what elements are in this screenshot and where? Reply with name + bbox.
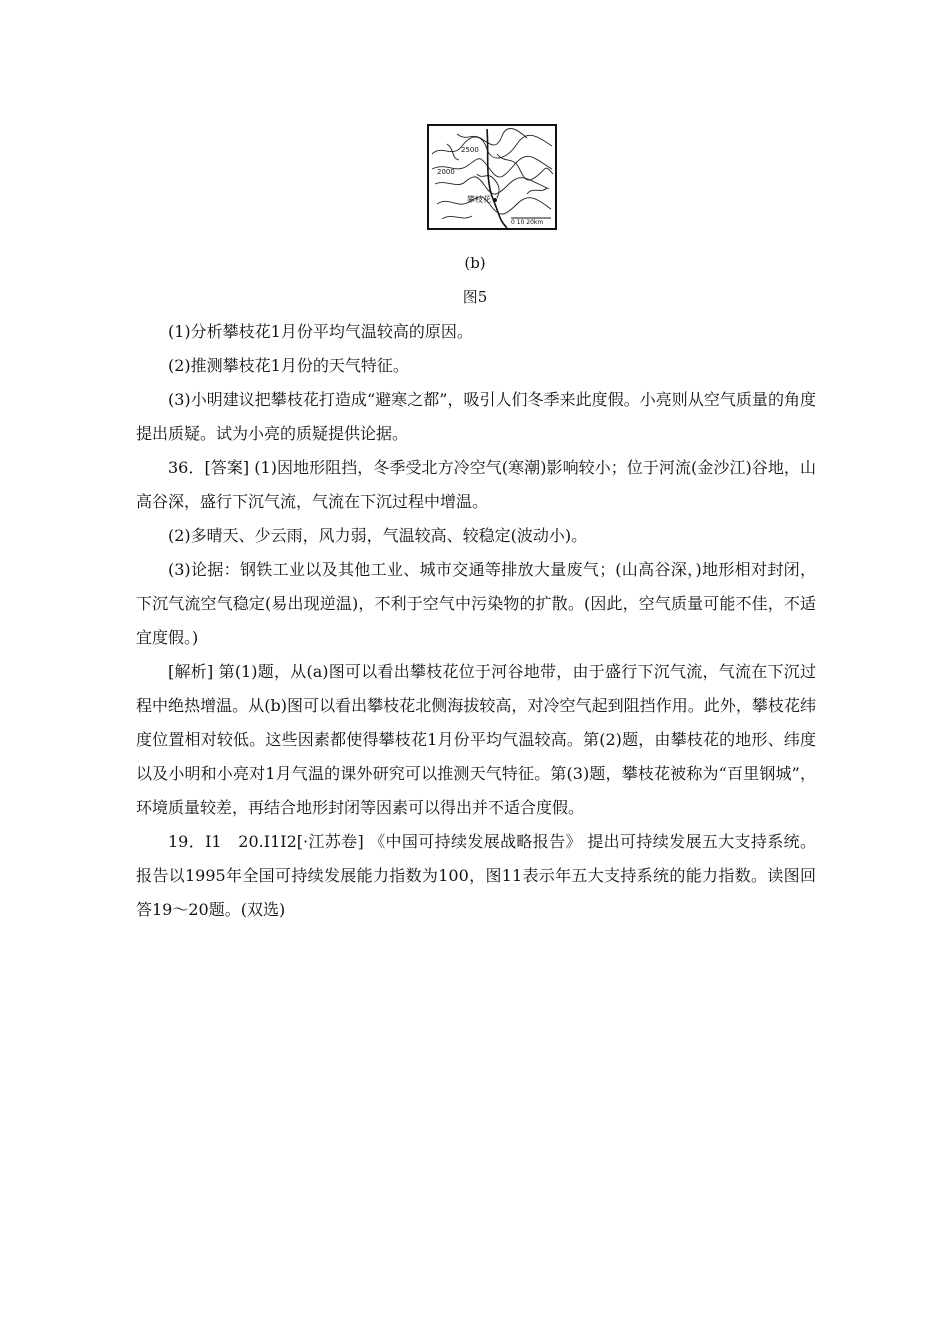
topographic-map-figure	[427, 124, 557, 230]
question-3: (3)小明建议把攀枝花打造成“避寒之都”，吸引人们冬季来此度假。小亮则从空气质量的角度提出质疑。试为小亮的质疑提供论据。	[136, 390, 816, 443]
figure-sub-caption: (b)	[464, 254, 486, 272]
next-question-intro: 19．I1 20.I1I2[·江苏卷] 《中国可持续发展战略报告》 提出可持续发展五大支持系统。报告以1995年全国可持续发展能力指数为100，图11表示年五大支持系统的能力指数。读图回答19～20题。(双选)	[136, 832, 816, 919]
answer-2: (2)多晴天、少云雨，风力弱，气温较高、较稳定(波动小)。	[168, 526, 588, 545]
answer-3: (3)论据：钢铁工业以及其他工业、城市交通等排放大量废气；(山高谷深，)地形相对封闭，下沉气流空气稳定(易出现逆温)，不利于空气中污染物的扩散。(因此，空气质量可能不佳，不适宜度假。)	[136, 560, 816, 647]
contour-label-2500: 2500	[461, 146, 479, 154]
scale-bar-label: 0 10 20km	[511, 219, 544, 226]
analysis: [解析] 第(1)题，从(a)图可以看出攀枝花位于河谷地带，由于盛行下沉气流，气流在下沉过程中绝热增温。从(b)图可以看出攀枝花北侧海拔较高，对冷空气起到阻挡作用。此外，攀枝花纬度位置相对较低。这些因素都使得攀枝花1月份平均气温较高。第(2)题，由攀枝花的地形、纬度以及小明和小亮对1月气温的课外研究可以推测天气特征。第(3)题，攀枝花被称为“百里钢城”，环境质量较差，再结合地形封闭等因素可以得出并不适合度假。	[136, 662, 816, 817]
contour-label-2000: 2000	[437, 168, 455, 176]
body-text	[136, 315, 816, 927]
answer-1: 36．[答案] (1)因地形阻挡，冬季受北方冷空气(寒潮)影响较小；位于河流(金沙江)谷地，山高谷深，盛行下沉气流，气流在下沉过程中增温。	[136, 458, 816, 511]
contour-map	[427, 124, 557, 230]
city-marker-icon	[493, 198, 497, 202]
question-2: (2)推测攀枝花1月份的天气特征。	[168, 356, 409, 375]
question-1: (1)分析攀枝花1月份平均气温较高的原因。	[168, 322, 473, 341]
figure-caption: 图5	[462, 288, 488, 306]
city-label: 攀枝花	[467, 195, 491, 204]
